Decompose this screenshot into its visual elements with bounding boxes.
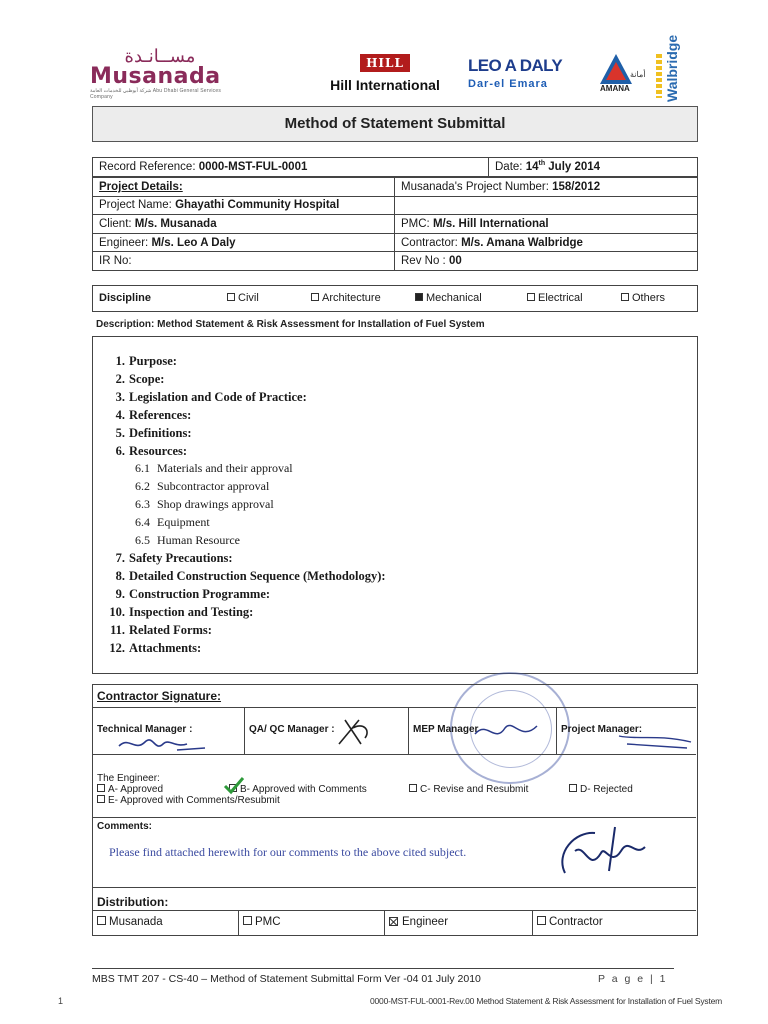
- checkbox-icon[interactable]: [569, 784, 577, 792]
- amana-inner-triangle-icon: [606, 62, 626, 80]
- description-text: Description: Method Statement & Risk Assessment for Installation of Fuel System: [96, 319, 485, 330]
- signature-row: [93, 707, 696, 755]
- divider: [93, 887, 696, 888]
- leo-a-daly-logo: [468, 56, 568, 90]
- amana-logo-arabic: أمانة: [630, 70, 646, 79]
- contents-item: 4. References:: [115, 407, 192, 422]
- distribution-engineer[interactable]: Engineer: [385, 911, 533, 935]
- hill-international-logo: [330, 54, 440, 93]
- contents-item: 3. Legislation and Code of Practice:: [115, 389, 307, 404]
- technical-manager-cell: Technical Manager :: [93, 708, 245, 754]
- discipline-row: [92, 285, 698, 312]
- checkbox-icon[interactable]: [311, 293, 319, 301]
- contents-box: [92, 336, 698, 674]
- distribution-contractor[interactable]: Contractor: [533, 911, 696, 935]
- contents-item: 2. Scope:: [115, 371, 165, 386]
- distribution-label: Distribution:: [97, 895, 169, 909]
- engineer-cell: Engineer: M/s. Leo A Daly: [93, 233, 395, 252]
- footer-page-number: P a g e | 1: [598, 973, 668, 985]
- discipline-label: Discipline: [99, 292, 151, 304]
- contents-item: 6.5 Human Resource: [135, 533, 240, 548]
- option-c-revise-and-resubmit[interactable]: C- Revise and Resubmit: [409, 784, 528, 795]
- comments-text: Please find attached herewith for our comments to the above cited subject.: [109, 845, 467, 859]
- checkbox-icon[interactable]: [227, 293, 235, 301]
- contractor-cell: Contractor: M/s. Amana Walbridge: [395, 233, 698, 252]
- discipline-option-architecture[interactable]: Architecture: [311, 292, 381, 304]
- contents-item: 11. Related Forms:: [110, 622, 212, 637]
- musanada-logo-arabic: مســانـدة: [124, 46, 196, 67]
- mep-manager-cell: MEP Manager: [409, 708, 557, 754]
- contents-item: 9. Construction Programme:: [115, 586, 271, 601]
- distribution-row: [93, 910, 696, 935]
- engineer-signature: [545, 823, 655, 883]
- rev-no-cell: Rev No : 00: [395, 252, 698, 271]
- contents-item: 5. Definitions:: [115, 425, 192, 440]
- walbridge-bar-icon: [656, 54, 662, 98]
- contents-item: 6.2 Subcontractor approval: [135, 479, 270, 494]
- distribution-pmc[interactable]: PMC: [239, 911, 385, 935]
- project-number-cell: Musanada's Project Number: 158/2012: [395, 178, 698, 197]
- amana-logo-text: AMANA: [600, 84, 630, 93]
- header-logos: [90, 34, 700, 102]
- checkbox-icon[interactable]: [97, 784, 105, 792]
- contents-item: 6.4 Equipment: [135, 515, 210, 530]
- footer-divider: [92, 968, 674, 969]
- option-e-approved-with-comments-resubmit[interactable]: E- Approved with Comments/Resubmit: [97, 795, 280, 806]
- date-cell: Date: 14th July 2014: [489, 158, 698, 177]
- contents-item: 1. Purpose:: [115, 354, 177, 368]
- project-manager-signature: [617, 726, 697, 754]
- record-reference-value: 0000-MST-FUL-0001: [198, 160, 308, 173]
- discipline-option-civil[interactable]: Civil: [227, 292, 259, 304]
- contents-item: 6.1 Materials and their approval: [135, 461, 293, 476]
- discipline-option-others[interactable]: Others: [621, 292, 665, 304]
- option-b-approved-with-comments[interactable]: B- Approved with Comments: [229, 784, 367, 795]
- contractor-signature-heading: Contractor Signature:: [97, 689, 222, 703]
- checkbox-crossed-icon[interactable]: [389, 917, 398, 926]
- empty-cell: [395, 196, 698, 215]
- project-details-table: [92, 177, 698, 271]
- project-details-heading: Project Details:: [93, 178, 395, 197]
- discipline-option-electrical[interactable]: Electrical: [527, 292, 583, 304]
- discipline-option-mechanical[interactable]: Mechanical: [415, 292, 482, 304]
- mep-manager-signature: [471, 716, 551, 750]
- form-title: Method of Statement Submittal: [92, 106, 698, 142]
- checkbox-icon[interactable]: [409, 784, 417, 792]
- approval-section: [92, 684, 698, 936]
- checkbox-icon[interactable]: [97, 795, 105, 803]
- hill-logo-mark: HILL: [360, 54, 410, 72]
- contents-item: 12. Attachments:: [109, 640, 202, 655]
- qa-qc-manager-cell: QA/ QC Manager :: [245, 708, 409, 754]
- leo-logo-name: LEO A DALY: [468, 56, 563, 75]
- dar-el-emara-logo-text: Dar-el Emara: [468, 78, 548, 90]
- amana-walbridge-logo: [600, 34, 700, 102]
- option-a-approved[interactable]: A- Approved: [97, 784, 163, 795]
- contents-list: [105, 353, 386, 657]
- project-name-cell: Project Name: Ghayathi Community Hospital: [93, 196, 395, 215]
- engineer-label: The Engineer:: [97, 773, 160, 784]
- checkbox-checked-icon[interactable]: [415, 293, 423, 301]
- musanada-logo-subtitle: شركة أبوظبي للخدمات العامة Abu Dhabi General Services Company: [90, 88, 222, 100]
- project-info-table: [92, 157, 698, 177]
- checkbox-icon[interactable]: [537, 916, 546, 925]
- checkmark-icon: [223, 776, 245, 796]
- contents-item: 10. Inspection and Testing:: [109, 604, 254, 619]
- qa-qc-signature: [331, 714, 381, 752]
- ir-no-cell: IR No:: [93, 252, 395, 271]
- checkbox-icon[interactable]: [621, 293, 629, 301]
- document-reference: 0000-MST-FUL-0001-Rev.00 Method Statement & Risk Assessment for Installation of Fuel System: [370, 996, 723, 1006]
- distribution-musanada[interactable]: Musanada: [93, 911, 239, 935]
- option-d-rejected[interactable]: D- Rejected: [569, 784, 633, 795]
- contents-item: 7. Safety Precautions:: [115, 550, 233, 565]
- comments-label: Comments:: [97, 821, 153, 832]
- contents-item: 6. Resources:: [115, 443, 188, 458]
- footer-form-ref: MBS TMT 207 - CS-40 – Method of Statement Submittal Form Ver -04 01 July 2010: [92, 973, 481, 985]
- contents-item: 8. Detailed Construction Sequence (Methodology):: [115, 568, 386, 583]
- pmc-cell: PMC: M/s. Hill International: [395, 215, 698, 234]
- musanada-logo: [90, 48, 230, 100]
- document-page-number: 1: [58, 996, 64, 1006]
- project-manager-cell: Project Manager:: [557, 708, 696, 754]
- walbridge-logo-text: Walbridge: [664, 34, 680, 102]
- checkbox-icon[interactable]: [243, 916, 252, 925]
- divider: [93, 817, 696, 818]
- technical-manager-signature: [115, 734, 215, 754]
- checkbox-icon[interactable]: [527, 293, 535, 301]
- contents-item: 6.3 Shop drawings approval: [135, 497, 274, 512]
- hill-logo-name: Hill International: [330, 77, 440, 93]
- checkbox-icon[interactable]: [97, 916, 106, 925]
- record-reference-cell: Record Reference: 0000-MST-FUL-0001: [93, 158, 489, 177]
- client-cell: Client: M/s. Musanada: [93, 215, 395, 234]
- musanada-logo-text: Musanada: [90, 64, 221, 89]
